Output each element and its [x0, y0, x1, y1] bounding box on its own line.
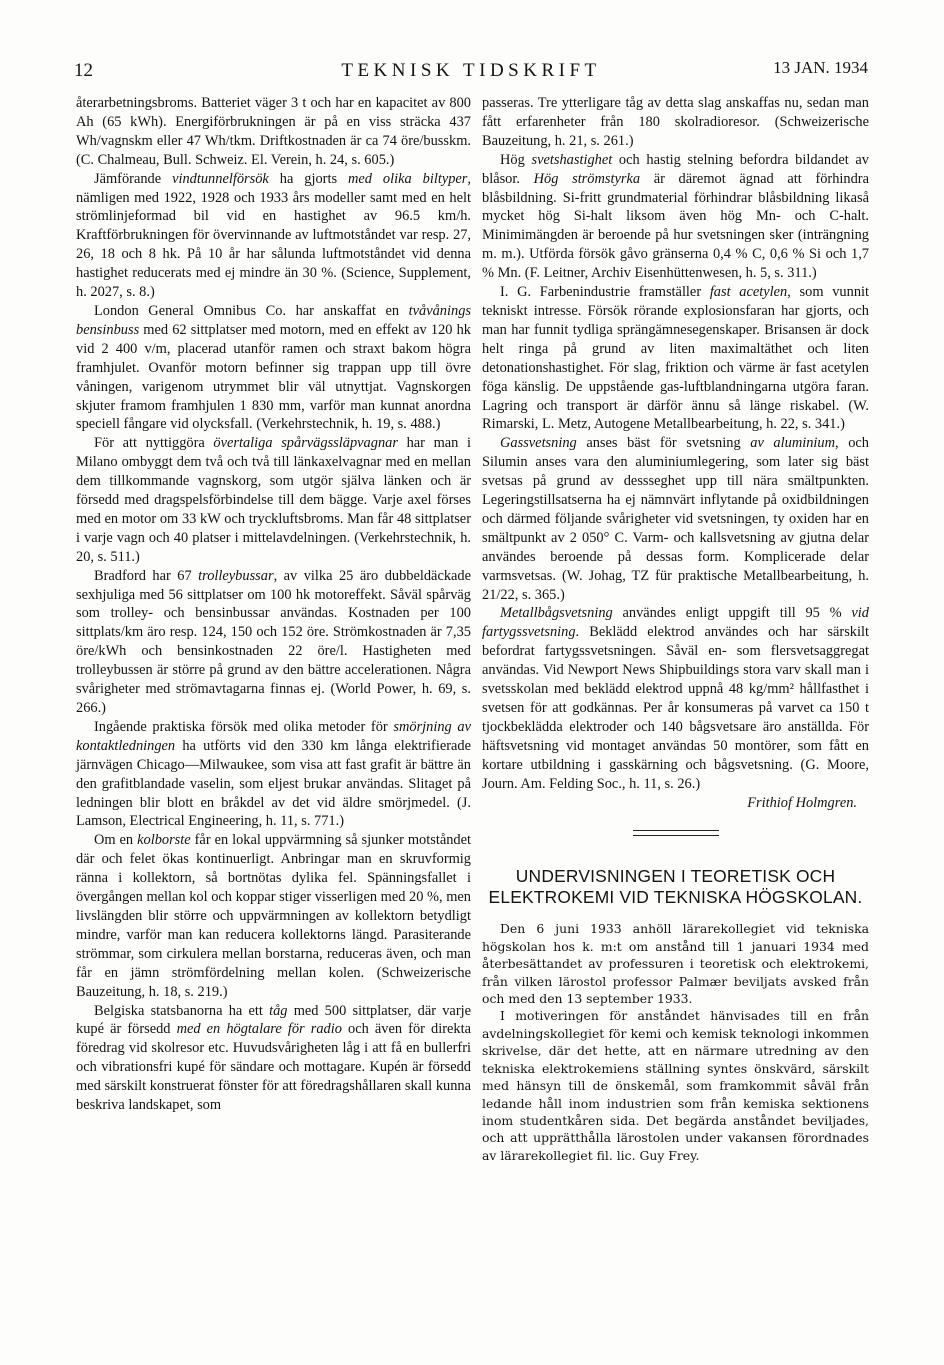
page-number: 12: [74, 60, 93, 81]
paragraph-welding-speed: Hög svetshastighet och hastig stelning befordra bildandet av blåsor. Hög strömstyrka är däremot ägnad att förhindra blåsbildning. Si-fritt grundmaterial förhindrar blåsbildning likaså mycket hög Si-halt liksom även hög Mn- och C-halt. Minimimängden är beroende på hur svetsningen sker (inträngning m. m.). Utförda försök gåvo gränserna 0,4 % C, 0,6 % Si och 1,7 % Mn. (F. Leitner, Archiv Eisenhüttenwesen, h. 5, s. 311.): [482, 151, 869, 282]
left-column: [76, 94, 471, 1115]
journal-title: TEKNISK TIDSKRIFT: [341, 60, 601, 81]
paragraph-radio-train-cont: passeras. Tre ytterligare tåg av detta slag anskaffas nu, sedan man fått erfarenheter från 180 skolradioresor. (Schweizerische Bauzeitung, h. 21, s. 261.): [482, 95, 869, 149]
page-header: [74, 56, 868, 86]
paragraph-battery: återarbetningsbroms. Batteriet väger 3 t och har en kapacitet av 800 Ah (65 kWh). Energiförbrukningen är på en viss sträcka 437 Wh/vagnskm eller 47 Wh/tkm. Driftkostnaden är ca 74 öre/busskm. (C. Chalmeau, Bull. Schweiz. El. Verein, h. 24, s. 605.): [76, 95, 471, 168]
paragraph-arc-welding: Metallbågsvetsning användes enligt uppgift till 95 % vid fartygssvetsning. Beklädd elektrod användes och har särskilt befordrat fartygssvetsningen. Såväl en- som flersvetsaggregat användas. Vid Newport News Shipbuildings stora varv skall man i svetsskolan med beklädd elektrod uppnå 48 kg/mm² hållfasthet i svetsen för att godkännas. Per år konsumeras på varvet ca 150 t tjockbeklädda elektroder och 140 bågsvetsare äro anställda. För häftsvetsning vid montaget användas 50 montörer, som fått en kortare utbildning i gasskärning och bågsvetsning. (G. Moore, Journ. Am. Felding Soc., h. 11, s. 26.): [482, 605, 869, 792]
right-column: [482, 94, 869, 1164]
paragraph-double-decker-bus: London General Omnibus Co. har anskaffat en tvåvånings bensinbuss med 62 sittplatser med motorn, med en effekt av 120 hk vid 2 400 v/m, placerad utanför ramen och straxt bakom högra framhjulet. Ovanför motorn befinner sig trappan upp till övre våningen, varigenom utrymmet blir väl utnyttjat. Vagnskorgen skjuter framom framhjulen 1 830 mm, varför man kunnat anordna speciell fångare vid olycksfall. (Verkehrstechnik, h. 19, s. 488.): [76, 302, 471, 433]
issue-date: 13 JAN. 1934: [773, 58, 868, 77]
section-paragraph-1: Den 6 juni 1933 anhöll lärarekollegiet vid tekniska högskolan hos k. m:t om anstånd till 1 januari 1934 med återbesättandet av professuren i teoretisk och elektrokemi, från vilken lärostol professor Palmær beviljats avsked från och med den 13 september 1933.: [482, 921, 869, 1007]
paragraph-contact-line-lubrication: Ingående praktiska försök med olika metoder för smörjning av kontaktledningen ha utförts vid den 330 km långa elektrifierade järnvägen Chicago—Milwaukee, som visa att fast grafit är bättre än den grafitblandade vaselin, som eljest brukar användas. Slitaget på ledningen blir blott en bråkdel av det vid äldre smörjmedel. (J. Lamson, Electrical Engineering, h. 11, s. 771.): [76, 718, 471, 830]
paragraph-tram-trailers: För att nyttiggöra övertaliga spårvägssläpvagnar har man i Milano ombyggt dem två och två till länkaxelvagnar med en mellan dem tillkommande vagnskorg, som utgör själva länken och är försedd med dragspelsförbindelse till dem bägge. Varje axel förses med en motor om 33 kW och tryckluftsbroms. Man får 48 sittplatser i varje vagn och 40 platser i mittelavdelningen. (Verkehrstechnik, h. 20, s. 511.): [76, 435, 471, 565]
section-paragraph-2: I motiveringen för anståndet hänvisades till en från avdelningskollegiet för kemi och kemisk teknologi inkommen skrivelse, där det hette, att en närmare utredning av den tekniska elektrokemiens ställning syntes önskvärd, särskilt med hänsyn till de önskemål, som framkommit såväl från ledande håll inom industrien som från kemiska sektionens inom studentkåren sida. Det begärda anståndet beviljades, och att upprätthålla lärostolen under vakansen förordnades av lärarekollegiet fil. lic. Guy Frey.: [482, 1008, 869, 1163]
section-heading: UNDERVISNINGEN I TEORETISK OCH ELEKTROKEMI VID TEKNISKA HÖGSKOLAN.: [488, 866, 863, 908]
paragraph-carbon-brush: Om en kolborste får en lokal uppvärmning så sjunker motståndet där och felet ökas kontinuerligt. Anbringar man en skruvformig ränna i kollektorn, så bortnötas dylika fel. Spänningsfallet i övergången mellan kol och koppar stiger visserligen med 20 %, men livslängden blir större och uppvärmningen av kollektorn betydligt mindre, varför man kan reducera kollektorns längd. Parasiterande strömmar, som cirkulera mellan borstarna, reduceras även, och man får en jämn strömfördelning mellan kolen. (Schweizerische Bauzeitung, h. 18, s. 219.): [76, 832, 471, 1000]
paragraph-solid-acetylene: I. G. Farbenindustrie framställer fast acetylen, som vunnit tekniskt intresse. Försök rörande explosionsfaran har gjorts, och man har funnit tydliga sprängämnesegenskaper. Brisansen är dock helt ringa på grund av liten maximaltäthet och liten detonationshastighet. För slag, friktion och värme är fast acetylen föga känslig. De uppstående gas-luftblandningarna utgöra faran. Lagring och transport är därför ännu så länge riskabel. (W. Rimarski, L. Metz, Autogene Metallbearbeitung, h. 22, s. 341.): [482, 284, 870, 433]
paragraph-trolleybuses: Bradford har 67 trolleybussar, av vilka 25 äro dubbeldäckade sexhjuliga med 56 sittplatser om 100 hk motoreffekt. Såväl spårväg som trolley- och bensinbussar användas. Kostnaden per 100 sittplats/km äro resp. 124, 150 och 152 öre. Strömkostnaden är 7,35 öre/kWh och bensinkostnaden 22 öre/l. Hastigheten med trolleybussen är större på grund av den bättre accelerationen. Några svårigheter med strömavtagarna finnas ej. (World Power, h. 69, s. 266.): [76, 567, 471, 716]
paragraph-gas-welding: Gassvetsning anses bäst för svetsning av aluminium, och Silumin anses vara den aluminiumlegering, som later sig bäst svetsas på grund av dessseghet upp till nära smältpunkten. Legeringstillsatserna ha ej nämnvärt inflytande på oxidbildningen och därmed följande svårigheter vid svetsningen, ty oxiden har en smältpunkt av 2 050° C. Varm- och kallsvetsning av gjutna delar användes beroende på dessas form. Komplicerade delar varmsvetsas. (W. Johag, TZ für praktische Metallbearbeitung, h. 21/22, s. 365.): [482, 435, 869, 603]
section-divider: [633, 830, 719, 836]
paragraph-radio-train: Belgiska statsbanorna ha ett tåg med 500 sittplatser, där varje kupé är försedd med en högtalare för radio och även för direkta föredrag vid skolresor etc. Huvudsvårigheten låg i att få en bullerfri och vibrationsfri kupé för sändare och mottagare. Kupén är försedd med särskilt konstruerat fönster för att föredragshållaren skall kunna beskriva landskapet, som: [76, 1002, 471, 1114]
author-signature: Frithiof Holmgren.: [747, 794, 857, 811]
paragraph-wind-tunnel: Jämförande vindtunnelförsök ha gjorts med olika biltyper, nämligen med 1922, 1928 och 1933 års modeller samt med en helt strömlinjeformad bil vid en hastighet av 96.5 km/h. Kraftförbrukningen för övervinnande av luftmotståndet var resp. 27, 26, 18 och 8 hk. På 10 år har sålunda luftmotståndet vid denna hastighet reducerats med ej mindre än 30 %. (Science, Supplement, h. 2027, s. 8.): [76, 170, 471, 301]
section-body: [482, 920, 869, 1164]
